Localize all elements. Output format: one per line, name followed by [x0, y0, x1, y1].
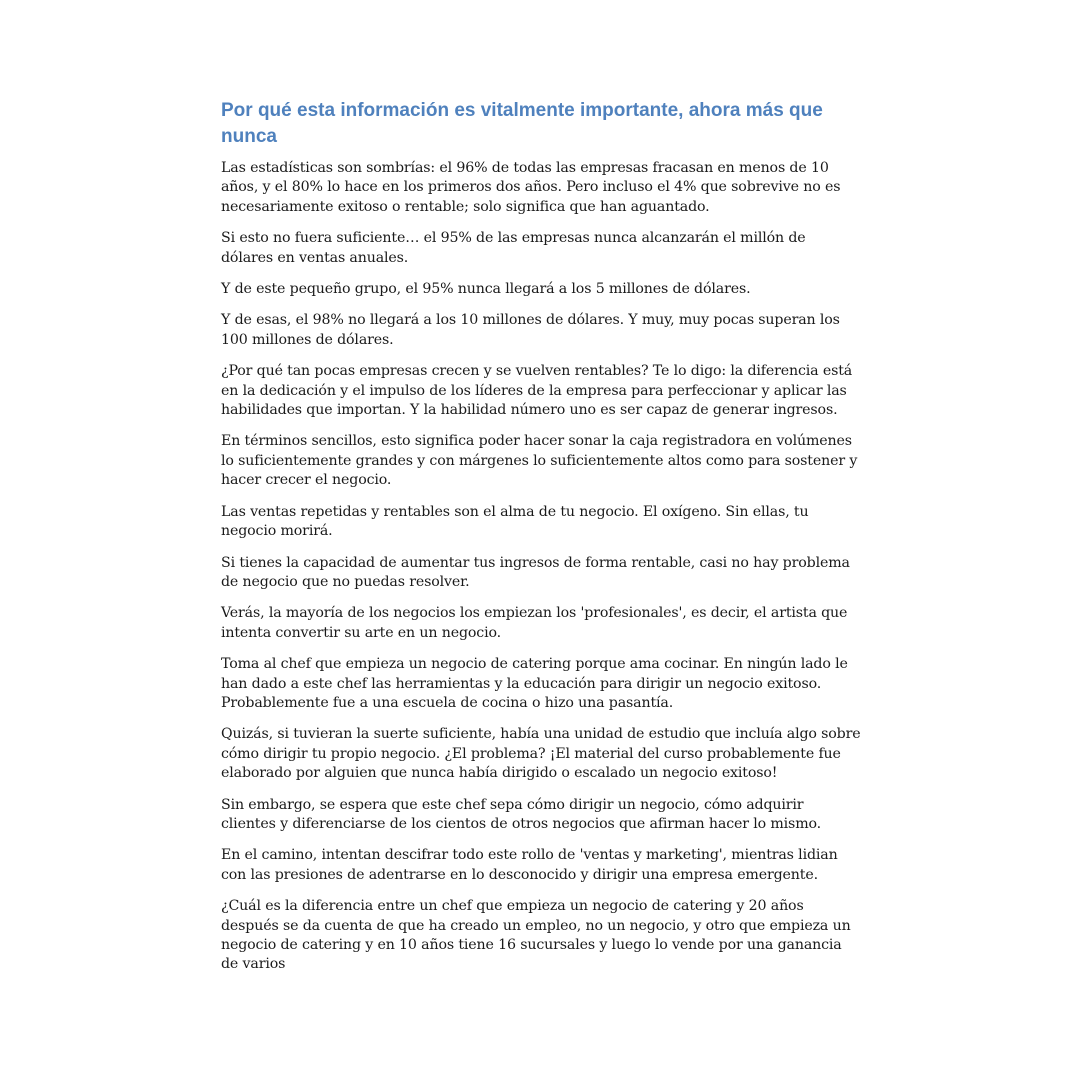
paragraph-ten-million: Y de esas, el 98% no llegará a los 10 millones de dólares. Y muy, muy pocas superan los 100 millones de dólares. [221, 312, 840, 348]
paragraph-professionals: Verás, la mayoría de los negocios los empiezan los 'profesionales', es decir, el artista que intenta convertir su arte en un negocio. [221, 605, 848, 641]
paragraph-why-few-grow: ¿Por qué tan pocas empresas crecen y se vuelven rentables? Te lo digo: la diferencia está en la dedicación y el impulso de los líderes de la empresa para perfeccionar y aplicar las habilidades que importan. Y la habilidad número uno es ser capaz de generar ingresos. [221, 363, 853, 419]
paragraph-expectations: Sin embargo, se espera que este chef sepa cómo dirigir un negocio, cómo adquirir clientes y diferenciarse de los cientos de otros negocios que afirman hacer lo mismo. [221, 796, 821, 832]
paragraph-difference: ¿Cuál es la diferencia entre un chef que empieza un negocio de catering y 20 años después se da cuenta de que ha creado un empleo, no un negocio, y otro que empieza un negocio de catering y en 10 años tiene 16 sucursales y luego lo vende por una ganancia de varios [221, 898, 851, 973]
section-heading: Por qué esta información es vitalmente importante, ahora más que nunca [221, 100, 823, 147]
paragraph-simple-terms: En términos sencillos, esto significa poder hacer sonar la caja registradora en volúmenes lo suficientemente grandes y con márgenes lo suficientemente altos como para sostener y hacer crecer el negocio. [221, 433, 858, 489]
paragraph-sales-marketing: En el camino, intentan descifrar todo este rollo de 'ventas y marketing', mientras lidian con las presiones de adentrarse en lo desconocido y dirigir una empresa emergente. [221, 847, 838, 883]
paragraph-five-million: Y de este pequeño grupo, el 95% nunca llegará a los 5 millones de dólares. [221, 281, 751, 298]
document-page [221, 98, 861, 987]
paragraph-million-sales: Si esto no fuera suficiente… el 95% de las empresas nunca alcanzarán el millón de dólares en ventas anuales. [221, 230, 806, 266]
paragraph-study-unit: Quizás, si tuvieran la suerte suficiente, había una unidad de estudio que incluía algo sobre cómo dirigir tu propio negocio. ¿El problema? ¡El material del curso probablemente fue elaborado por alguien que nunca había dirigido o escalado un negocio exitoso! [221, 726, 861, 782]
paragraph-repeat-sales: Las ventas repetidas y rentables son el alma de tu negocio. El oxígeno. Sin ellas, tu negocio morirá. [221, 503, 809, 540]
paragraph-chef-catering: Toma al chef que empieza un negocio de catering porque ama cocinar. En ningún lado le han dado a este chef las herramientas y la educación para dirigir un negocio exitoso. Probablemente fue a una escuela de cocina o hizo una pasantía. [221, 656, 848, 711]
paragraph-increase-revenue: Si tienes la capacidad de aumentar tus ingresos de forma rentable, casi no hay problema de negocio que no puedas resolver. [221, 554, 850, 590]
paragraph-statistics: Las estadísticas son sombrías: el 96% de todas las empresas fracasan en menos de 10 años, y el 80% lo hace en los primeros dos años. Pero incluso el 4% que sobrevive no es necesariamente exitoso o rentable; solo significa que han aguantado. [221, 160, 841, 215]
